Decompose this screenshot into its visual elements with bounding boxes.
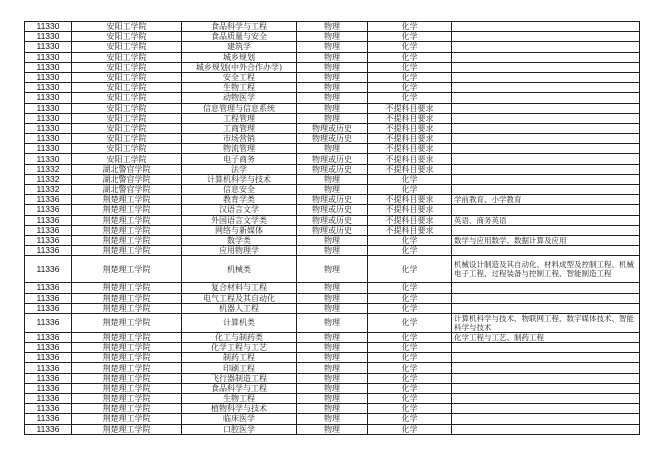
second-subject-cell: 化学: [368, 404, 452, 414]
table-row: [25, 22, 640, 32]
school-code-cell: 11336: [25, 363, 72, 373]
second-subject-cell: 化学: [368, 343, 452, 353]
school-code-cell: 11336: [25, 373, 72, 383]
included-majors-cell: 英语、商务英语: [452, 215, 640, 225]
included-majors-cell: [452, 103, 640, 113]
school-name-cell: 湖北警官学院: [72, 174, 182, 184]
table-row: [25, 383, 640, 393]
included-majors-cell: [452, 225, 640, 235]
included-majors-cell: [452, 293, 640, 303]
second-subject-cell: 化学: [368, 394, 452, 404]
table-row: [25, 303, 640, 313]
school-name-cell: 荆楚理工学院: [72, 215, 182, 225]
major-cell: 复合材料与工程: [182, 283, 297, 293]
school-name-cell: 荆楚理工学院: [72, 363, 182, 373]
included-majors-cell: [452, 72, 640, 82]
table-row: [25, 246, 640, 256]
table-row: [25, 205, 640, 215]
major-cell: 外国语言文学类: [182, 215, 297, 225]
first-subject-cell: 物理或历史: [297, 123, 368, 133]
school-code-cell: 11330: [25, 93, 72, 103]
second-subject-cell: 不提科目要求: [368, 154, 452, 164]
major-cell: 市场营销: [182, 134, 297, 144]
second-subject-cell: 不提科目要求: [368, 113, 452, 123]
first-subject-cell: 物理或历史: [297, 134, 368, 144]
first-subject-cell: 物理: [297, 313, 368, 332]
second-subject-cell: 化学: [368, 363, 452, 373]
second-subject-cell: 化学: [368, 62, 452, 72]
included-majors-cell: [452, 363, 640, 373]
included-majors-cell: [452, 144, 640, 154]
second-subject-cell: 不提科目要求: [368, 123, 452, 133]
first-subject-cell: 物理: [297, 353, 368, 363]
major-cell: 工商管理: [182, 123, 297, 133]
school-name-cell: 安阳工学院: [72, 72, 182, 82]
major-cell: 食品科学与工程: [182, 383, 297, 393]
second-subject-cell: 化学: [368, 332, 452, 342]
school-code-cell: 11330: [25, 123, 72, 133]
first-subject-cell: 物理: [297, 32, 368, 42]
major-cell: 计算机类: [182, 313, 297, 332]
second-subject-cell: 化学: [368, 52, 452, 62]
school-name-cell: 安阳工学院: [72, 42, 182, 52]
school-name-cell: 荆楚理工学院: [72, 343, 182, 353]
school-name-cell: 荆楚理工学院: [72, 353, 182, 363]
school-code-cell: 11336: [25, 246, 72, 256]
school-code-cell: 11330: [25, 22, 72, 32]
major-cell: 数学类: [182, 235, 297, 245]
school-code-cell: 11336: [25, 332, 72, 342]
school-name-cell: 荆楚理工学院: [72, 205, 182, 215]
major-cell: 城乡规划: [182, 52, 297, 62]
school-name-cell: 湖北警官学院: [72, 164, 182, 174]
table-row: [25, 424, 640, 434]
table-row: [25, 62, 640, 72]
first-subject-cell: 物理或历史: [297, 154, 368, 164]
school-name-cell: 荆楚理工学院: [72, 332, 182, 342]
second-subject-cell: 化学: [368, 32, 452, 42]
included-majors-cell: [452, 424, 640, 434]
major-cell: 食品质量与安全: [182, 32, 297, 42]
first-subject-cell: 物理: [297, 93, 368, 103]
second-subject-cell: 化学: [368, 373, 452, 383]
second-subject-cell: 化学: [368, 283, 452, 293]
school-name-cell: 荆楚理工学院: [72, 313, 182, 332]
second-subject-cell: 化学: [368, 424, 452, 434]
school-code-cell: 11332: [25, 164, 72, 174]
table-row: [25, 134, 640, 144]
included-majors-cell: [452, 353, 640, 363]
first-subject-cell: 物理: [297, 235, 368, 245]
school-code-cell: 11330: [25, 103, 72, 113]
major-cell: 动物医学: [182, 93, 297, 103]
included-majors-cell: 机械设计制造及其自动化、材料成型及控制工程、机械电子工程、过程装备与控制工程、智能制造工程: [452, 256, 640, 283]
second-subject-cell: 不提科目要求: [368, 164, 452, 174]
second-subject-cell: 不提科目要求: [368, 195, 452, 205]
table-row: [25, 83, 640, 93]
major-cell: 工程管理: [182, 113, 297, 123]
first-subject-cell: 物理: [297, 394, 368, 404]
table-row: [25, 195, 640, 205]
major-cell: 制药工程: [182, 353, 297, 363]
first-subject-cell: 物理: [297, 383, 368, 393]
first-subject-cell: 物理或历史: [297, 195, 368, 205]
included-majors-cell: [452, 83, 640, 93]
school-code-cell: 11336: [25, 313, 72, 332]
school-code-cell: 11336: [25, 343, 72, 353]
major-cell: 城乡规划(中外合作办学): [182, 62, 297, 72]
school-code-cell: 11330: [25, 42, 72, 52]
school-code-cell: 11330: [25, 134, 72, 144]
included-majors-cell: [452, 246, 640, 256]
school-name-cell: 安阳工学院: [72, 93, 182, 103]
major-cell: 教育学类: [182, 195, 297, 205]
included-majors-cell: [452, 62, 640, 72]
table-row: [25, 103, 640, 113]
major-cell: 电子商务: [182, 154, 297, 164]
second-subject-cell: 化学: [368, 42, 452, 52]
major-cell: 安全工程: [182, 72, 297, 82]
table-row: [25, 164, 640, 174]
second-subject-cell: 不提科目要求: [368, 144, 452, 154]
school-name-cell: 荆楚理工学院: [72, 414, 182, 424]
included-majors-cell: [452, 42, 640, 52]
first-subject-cell: 物理: [297, 52, 368, 62]
first-subject-cell: 物理: [297, 185, 368, 195]
first-subject-cell: 物理: [297, 256, 368, 283]
table-row: [25, 343, 640, 353]
school-code-cell: 11332: [25, 185, 72, 195]
major-cell: 信息管理与信息系统: [182, 103, 297, 113]
table-row: [25, 72, 640, 82]
table-row: [25, 174, 640, 184]
school-code-cell: 11336: [25, 424, 72, 434]
major-cell: 生物工程: [182, 394, 297, 404]
included-majors-cell: [452, 394, 640, 404]
first-subject-cell: 物理: [297, 293, 368, 303]
major-cell: 机械类: [182, 256, 297, 283]
second-subject-cell: 化学: [368, 414, 452, 424]
first-subject-cell: 物理: [297, 414, 368, 424]
major-cell: 应用物理学: [182, 246, 297, 256]
table-row: [25, 373, 640, 383]
included-majors-cell: [452, 154, 640, 164]
second-subject-cell: 化学: [368, 83, 452, 93]
included-majors-cell: [452, 174, 640, 184]
school-name-cell: 荆楚理工学院: [72, 383, 182, 393]
first-subject-cell: 物理: [297, 42, 368, 52]
school-name-cell: 安阳工学院: [72, 62, 182, 72]
table-row: [25, 32, 640, 42]
first-subject-cell: 物理: [297, 22, 368, 32]
school-code-cell: 11330: [25, 154, 72, 164]
second-subject-cell: 不提科目要求: [368, 225, 452, 235]
first-subject-cell: 物理: [297, 343, 368, 353]
included-majors-cell: 数学与应用数学、数据计算及应用: [452, 235, 640, 245]
school-name-cell: 荆楚理工学院: [72, 404, 182, 414]
school-name-cell: 荆楚理工学院: [72, 256, 182, 283]
school-code-cell: 11336: [25, 303, 72, 313]
first-subject-cell: 物理: [297, 62, 368, 72]
school-code-cell: 11336: [25, 404, 72, 414]
table-row: [25, 154, 640, 164]
included-majors-cell: [452, 164, 640, 174]
second-subject-cell: 化学: [368, 313, 452, 332]
school-code-cell: 11330: [25, 144, 72, 154]
major-cell: 生物工程: [182, 83, 297, 93]
included-majors-cell: 计算机科学与技术、物联网工程、数字媒体技术、智能科学与技术: [452, 313, 640, 332]
table-row: [25, 215, 640, 225]
major-cell: 计算机科学与技术: [182, 174, 297, 184]
table-row: [25, 404, 640, 414]
table-row: [25, 52, 640, 62]
table-row: [25, 225, 640, 235]
school-name-cell: 荆楚理工学院: [72, 424, 182, 434]
first-subject-cell: 物理: [297, 404, 368, 414]
subject-requirements-table: [24, 21, 640, 435]
major-cell: 汉语言文学: [182, 205, 297, 215]
included-majors-cell: [452, 404, 640, 414]
table-row: [25, 256, 640, 283]
school-name-cell: 荆楚理工学院: [72, 246, 182, 256]
second-subject-cell: 不提科目要求: [368, 103, 452, 113]
first-subject-cell: 物理: [297, 103, 368, 113]
table-row: [25, 113, 640, 123]
school-code-cell: 11336: [25, 205, 72, 215]
included-majors-cell: [452, 32, 640, 42]
major-cell: 食品科学与工程: [182, 22, 297, 32]
school-code-cell: 11332: [25, 174, 72, 184]
school-code-cell: 11336: [25, 293, 72, 303]
school-code-cell: 11336: [25, 394, 72, 404]
first-subject-cell: 物理: [297, 332, 368, 342]
school-name-cell: 安阳工学院: [72, 32, 182, 42]
included-majors-cell: [452, 283, 640, 293]
school-name-cell: 安阳工学院: [72, 154, 182, 164]
school-code-cell: 11330: [25, 113, 72, 123]
included-majors-cell: [452, 93, 640, 103]
second-subject-cell: 不提科目要求: [368, 134, 452, 144]
table-row: [25, 293, 640, 303]
second-subject-cell: 化学: [368, 72, 452, 82]
second-subject-cell: 化学: [368, 174, 452, 184]
school-code-cell: 11336: [25, 383, 72, 393]
first-subject-cell: 物理: [297, 283, 368, 293]
included-majors-cell: 学前教育、小学教育: [452, 195, 640, 205]
school-name-cell: 安阳工学院: [72, 22, 182, 32]
school-name-cell: 荆楚理工学院: [72, 293, 182, 303]
major-cell: 口腔医学: [182, 424, 297, 434]
included-majors-cell: [452, 414, 640, 424]
school-code-cell: 11330: [25, 83, 72, 93]
table-row: [25, 394, 640, 404]
first-subject-cell: 物理: [297, 373, 368, 383]
first-subject-cell: 物理: [297, 113, 368, 123]
school-name-cell: 安阳工学院: [72, 144, 182, 154]
major-cell: 建筑学: [182, 42, 297, 52]
school-name-cell: 荆楚理工学院: [72, 195, 182, 205]
table-row: [25, 144, 640, 154]
first-subject-cell: 物理: [297, 144, 368, 154]
included-majors-cell: [452, 22, 640, 32]
included-majors-cell: [452, 123, 640, 133]
school-name-cell: 荆楚理工学院: [72, 394, 182, 404]
school-name-cell: 荆楚理工学院: [72, 225, 182, 235]
table-row: [25, 123, 640, 133]
table-row: [25, 363, 640, 373]
major-cell: 机器人工程: [182, 303, 297, 313]
first-subject-cell: 物理: [297, 72, 368, 82]
major-cell: 物流管理: [182, 144, 297, 154]
included-majors-cell: [452, 373, 640, 383]
major-cell: 飞行器制造工程: [182, 373, 297, 383]
major-cell: 化学工程与工艺: [182, 343, 297, 353]
second-subject-cell: 不提科目要求: [368, 205, 452, 215]
first-subject-cell: 物理: [297, 424, 368, 434]
school-name-cell: 安阳工学院: [72, 103, 182, 113]
second-subject-cell: 化学: [368, 353, 452, 363]
school-code-cell: 11330: [25, 52, 72, 62]
second-subject-cell: 不提科目要求: [368, 215, 452, 225]
table-row: [25, 235, 640, 245]
school-name-cell: 荆楚理工学院: [72, 303, 182, 313]
included-majors-cell: [452, 383, 640, 393]
second-subject-cell: 化学: [368, 293, 452, 303]
school-code-cell: 11330: [25, 62, 72, 72]
second-subject-cell: 化学: [368, 185, 452, 195]
major-cell: 植物科学与技术: [182, 404, 297, 414]
major-cell: 法学: [182, 164, 297, 174]
school-name-cell: 荆楚理工学院: [72, 235, 182, 245]
first-subject-cell: 物理或历史: [297, 164, 368, 174]
major-cell: 信息安全: [182, 185, 297, 195]
second-subject-cell: 化学: [368, 303, 452, 313]
school-name-cell: 安阳工学院: [72, 134, 182, 144]
school-name-cell: 荆楚理工学院: [72, 373, 182, 383]
included-majors-cell: [452, 343, 640, 353]
table-row: [25, 353, 640, 363]
included-majors-cell: [452, 52, 640, 62]
first-subject-cell: 物理: [297, 174, 368, 184]
table-row: [25, 93, 640, 103]
table-row: [25, 313, 640, 332]
first-subject-cell: 物理或历史: [297, 205, 368, 215]
table-body: [25, 22, 640, 435]
school-name-cell: 安阳工学院: [72, 123, 182, 133]
school-code-cell: 11330: [25, 32, 72, 42]
major-cell: 化工与制药类: [182, 332, 297, 342]
table-row: [25, 185, 640, 195]
school-code-cell: 11336: [25, 256, 72, 283]
table-row: [25, 332, 640, 342]
school-name-cell: 湖北警官学院: [72, 185, 182, 195]
included-majors-cell: [452, 113, 640, 123]
included-majors-cell: 化学工程与工艺、制药工程: [452, 332, 640, 342]
second-subject-cell: 化学: [368, 235, 452, 245]
first-subject-cell: 物理或历史: [297, 225, 368, 235]
school-name-cell: 荆楚理工学院: [72, 283, 182, 293]
table-row: [25, 283, 640, 293]
included-majors-cell: [452, 185, 640, 195]
school-code-cell: 11336: [25, 195, 72, 205]
school-code-cell: 11336: [25, 235, 72, 245]
major-cell: 印刷工程: [182, 363, 297, 373]
second-subject-cell: 化学: [368, 383, 452, 393]
school-code-cell: 11336: [25, 283, 72, 293]
school-name-cell: 安阳工学院: [72, 52, 182, 62]
table-row: [25, 414, 640, 424]
table-row: [25, 42, 640, 52]
major-cell: 网络与新媒体: [182, 225, 297, 235]
school-code-cell: 11330: [25, 72, 72, 82]
included-majors-cell: [452, 303, 640, 313]
school-code-cell: 11336: [25, 414, 72, 424]
first-subject-cell: 物理: [297, 83, 368, 93]
second-subject-cell: 化学: [368, 22, 452, 32]
first-subject-cell: 物理: [297, 363, 368, 373]
second-subject-cell: 化学: [368, 93, 452, 103]
school-name-cell: 安阳工学院: [72, 113, 182, 123]
second-subject-cell: 化学: [368, 256, 452, 283]
school-name-cell: 安阳工学院: [72, 83, 182, 93]
school-code-cell: 11336: [25, 225, 72, 235]
second-subject-cell: 化学: [368, 246, 452, 256]
included-majors-cell: [452, 134, 640, 144]
included-majors-cell: [452, 205, 640, 215]
first-subject-cell: 物理或历史: [297, 215, 368, 225]
first-subject-cell: 物理: [297, 303, 368, 313]
school-code-cell: 11336: [25, 215, 72, 225]
major-cell: 电气工程及其自动化: [182, 293, 297, 303]
major-cell: 临床医学: [182, 414, 297, 424]
school-code-cell: 11336: [25, 353, 72, 363]
first-subject-cell: 物理: [297, 246, 368, 256]
